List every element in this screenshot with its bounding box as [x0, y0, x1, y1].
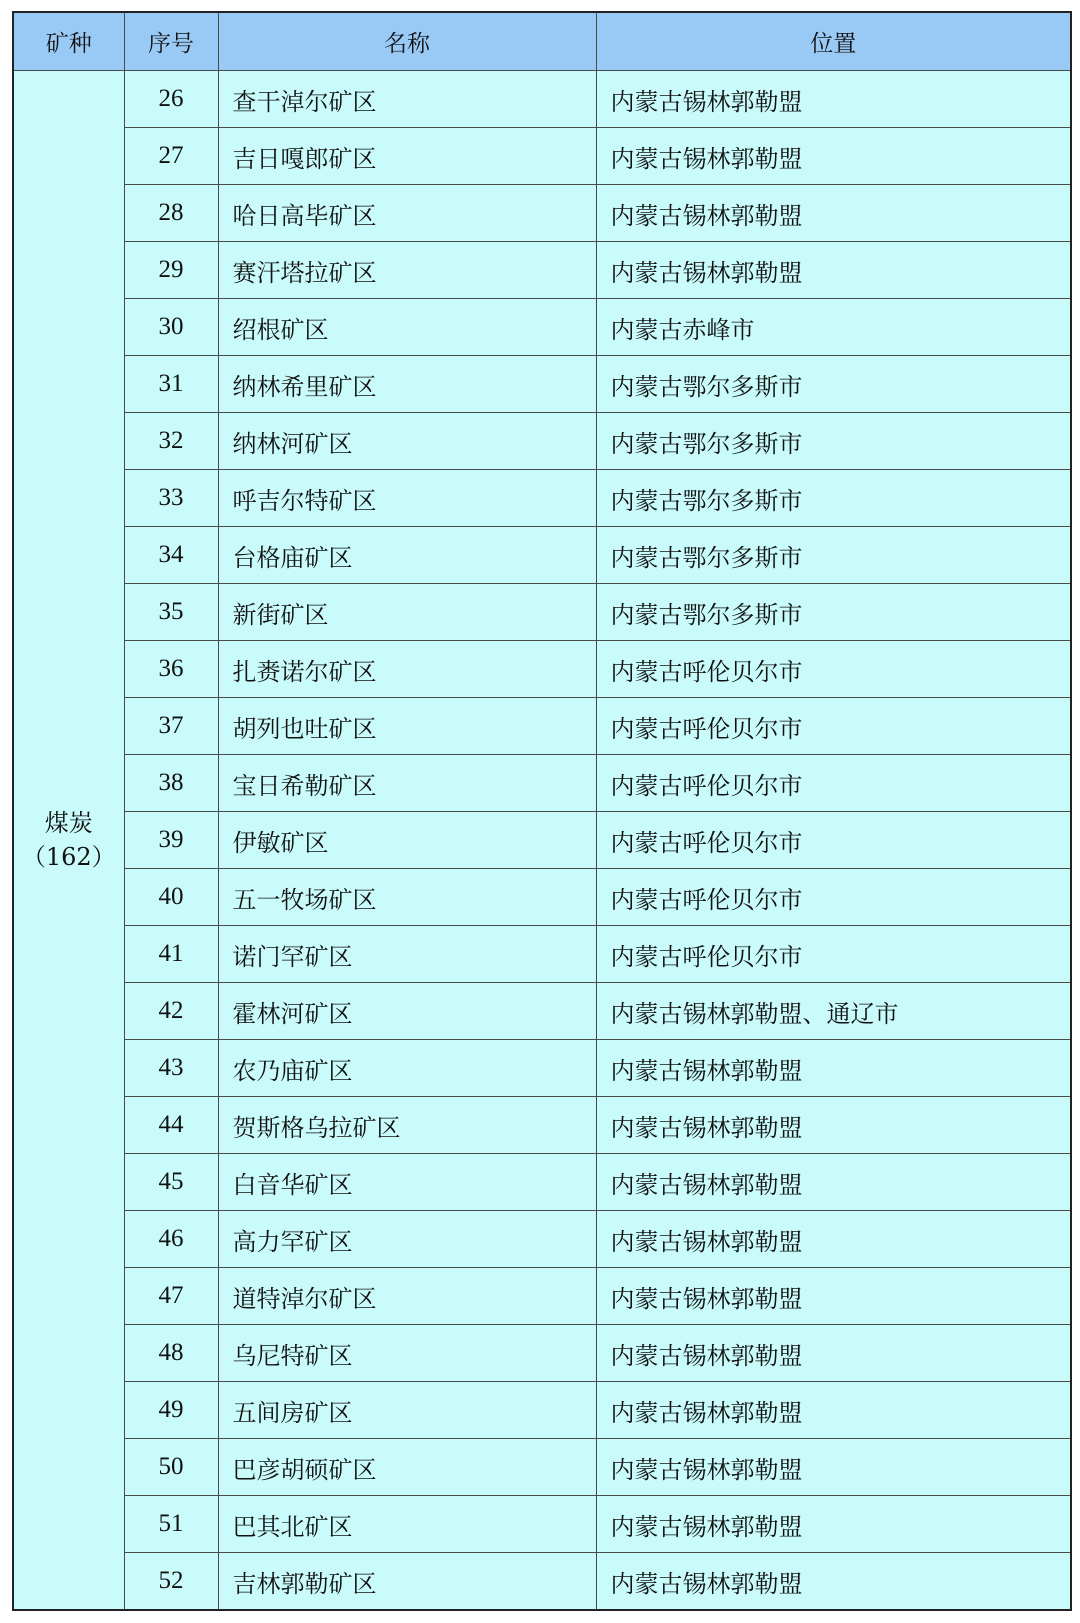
location-cell: 内蒙古鄂尔多斯市	[596, 584, 1071, 641]
location-cell: 内蒙古锡林郭勒盟	[596, 185, 1071, 242]
mineral-type-name: 煤炭	[44, 809, 93, 837]
location-cell: 内蒙古锡林郭勒盟	[596, 128, 1071, 185]
table-row	[13, 641, 1071, 698]
table-row	[13, 983, 1071, 1040]
table-row	[13, 299, 1071, 356]
table-row	[13, 185, 1071, 242]
mining-area-name-cell: 五间房矿区	[218, 1382, 596, 1439]
table-row	[13, 527, 1071, 584]
mining-area-name-cell: 纳林河矿区	[218, 413, 596, 470]
mining-area-table-container	[12, 11, 1070, 1611]
table-row	[13, 812, 1071, 869]
serial-number-cell: 41	[124, 926, 218, 983]
serial-number-cell: 36	[124, 641, 218, 698]
table-row	[13, 1097, 1071, 1154]
table-row	[13, 869, 1071, 926]
location-cell: 内蒙古呼伦贝尔市	[596, 812, 1071, 869]
mining-area-name-cell: 宝日希勒矿区	[218, 755, 596, 812]
table-row	[13, 1154, 1071, 1211]
serial-number-cell: 35	[124, 584, 218, 641]
serial-number-cell: 43	[124, 1040, 218, 1097]
serial-number-cell: 49	[124, 1382, 218, 1439]
mining-area-name-cell: 贺斯格乌拉矿区	[218, 1097, 596, 1154]
mining-area-name-cell: 农乃庙矿区	[218, 1040, 596, 1097]
serial-number-cell: 44	[124, 1097, 218, 1154]
table-row	[13, 242, 1071, 299]
serial-number-cell: 52	[124, 1553, 218, 1611]
table-row	[13, 356, 1071, 413]
serial-number-cell: 45	[124, 1154, 218, 1211]
location-cell: 内蒙古鄂尔多斯市	[596, 470, 1071, 527]
mining-area-name-cell: 胡列也吐矿区	[218, 698, 596, 755]
location-cell: 内蒙古呼伦贝尔市	[596, 926, 1071, 983]
location-cell: 内蒙古锡林郭勒盟	[596, 1325, 1071, 1382]
table-row	[13, 1553, 1071, 1611]
table-row	[13, 755, 1071, 812]
serial-number-cell: 38	[124, 755, 218, 812]
serial-number-cell: 28	[124, 185, 218, 242]
location-cell: 内蒙古锡林郭勒盟	[596, 1439, 1071, 1496]
location-cell: 内蒙古锡林郭勒盟	[596, 1553, 1071, 1611]
table-row	[13, 1268, 1071, 1325]
table-row	[13, 1439, 1071, 1496]
location-cell: 内蒙古呼伦贝尔市	[596, 698, 1071, 755]
mining-area-table	[12, 11, 1072, 1611]
mining-area-name-cell: 乌尼特矿区	[218, 1325, 596, 1382]
location-cell: 内蒙古锡林郭勒盟	[596, 1382, 1071, 1439]
location-cell: 内蒙古锡林郭勒盟	[596, 1211, 1071, 1268]
table-row	[13, 1325, 1071, 1382]
table-row	[13, 1382, 1071, 1439]
mining-area-name-cell: 巴彦胡硕矿区	[218, 1439, 596, 1496]
location-cell: 内蒙古赤峰市	[596, 299, 1071, 356]
mining-area-name-cell: 道特淖尔矿区	[218, 1268, 596, 1325]
location-cell: 内蒙古呼伦贝尔市	[596, 641, 1071, 698]
header-name: 名称	[218, 12, 596, 71]
serial-number-cell: 42	[124, 983, 218, 1040]
location-cell: 内蒙古鄂尔多斯市	[596, 356, 1071, 413]
mining-area-name-cell: 呼吉尔特矿区	[218, 470, 596, 527]
serial-number-cell: 39	[124, 812, 218, 869]
location-cell: 内蒙古呼伦贝尔市	[596, 755, 1071, 812]
mining-area-name-cell: 巴其北矿区	[218, 1496, 596, 1553]
location-cell: 内蒙古锡林郭勒盟	[596, 1097, 1071, 1154]
table-body	[13, 71, 1071, 1611]
location-cell: 内蒙古锡林郭勒盟	[596, 1040, 1071, 1097]
header-serial-number: 序号	[124, 12, 218, 71]
header-mineral-type: 矿种	[13, 12, 124, 71]
table-row	[13, 71, 1071, 128]
serial-number-cell: 50	[124, 1439, 218, 1496]
mineral-type-cell	[13, 71, 124, 1611]
serial-number-cell: 47	[124, 1268, 218, 1325]
mining-area-name-cell: 白音华矿区	[218, 1154, 596, 1211]
mining-area-name-cell: 伊敏矿区	[218, 812, 596, 869]
serial-number-cell: 40	[124, 869, 218, 926]
mining-area-name-cell: 哈日高毕矿区	[218, 185, 596, 242]
serial-number-cell: 46	[124, 1211, 218, 1268]
serial-number-cell: 32	[124, 413, 218, 470]
location-cell: 内蒙古锡林郭勒盟、通辽市	[596, 983, 1071, 1040]
mining-area-name-cell: 吉林郭勒矿区	[218, 1553, 596, 1611]
serial-number-cell: 29	[124, 242, 218, 299]
serial-number-cell: 48	[124, 1325, 218, 1382]
mining-area-name-cell: 吉日嘎郎矿区	[218, 128, 596, 185]
table-row	[13, 470, 1071, 527]
location-cell: 内蒙古锡林郭勒盟	[596, 242, 1071, 299]
location-cell: 内蒙古锡林郭勒盟	[596, 1154, 1071, 1211]
mining-area-name-cell: 查干淖尔矿区	[218, 71, 596, 128]
serial-number-cell: 31	[124, 356, 218, 413]
mining-area-name-cell: 扎赉诺尔矿区	[218, 641, 596, 698]
serial-number-cell: 51	[124, 1496, 218, 1553]
mining-area-name-cell: 台格庙矿区	[218, 527, 596, 584]
table-row	[13, 698, 1071, 755]
header-location: 位置	[596, 12, 1071, 71]
table-row	[13, 1496, 1071, 1553]
location-cell: 内蒙古鄂尔多斯市	[596, 527, 1071, 584]
serial-number-cell: 34	[124, 527, 218, 584]
location-cell: 内蒙古锡林郭勒盟	[596, 71, 1071, 128]
mining-area-name-cell: 新街矿区	[218, 584, 596, 641]
table-row	[13, 584, 1071, 641]
table-row	[13, 1040, 1071, 1097]
location-cell: 内蒙古呼伦贝尔市	[596, 869, 1071, 926]
table-row	[13, 128, 1071, 185]
table-row	[13, 926, 1071, 983]
mining-area-name-cell: 高力罕矿区	[218, 1211, 596, 1268]
serial-number-cell: 26	[124, 71, 218, 128]
mining-area-name-cell: 纳林希里矿区	[218, 356, 596, 413]
location-cell: 内蒙古鄂尔多斯市	[596, 413, 1071, 470]
table-row	[13, 413, 1071, 470]
mining-area-name-cell: 五一牧场矿区	[218, 869, 596, 926]
serial-number-cell: 33	[124, 470, 218, 527]
mineral-type-count: （162）	[21, 843, 116, 871]
serial-number-cell: 37	[124, 698, 218, 755]
location-cell: 内蒙古锡林郭勒盟	[596, 1496, 1071, 1553]
location-cell: 内蒙古锡林郭勒盟	[596, 1268, 1071, 1325]
table-header-row	[13, 12, 1071, 71]
table-row	[13, 1211, 1071, 1268]
mining-area-name-cell: 诺门罕矿区	[218, 926, 596, 983]
serial-number-cell: 27	[124, 128, 218, 185]
mining-area-name-cell: 赛汗塔拉矿区	[218, 242, 596, 299]
mining-area-name-cell: 霍林河矿区	[218, 983, 596, 1040]
serial-number-cell: 30	[124, 299, 218, 356]
mining-area-name-cell: 绍根矿区	[218, 299, 596, 356]
